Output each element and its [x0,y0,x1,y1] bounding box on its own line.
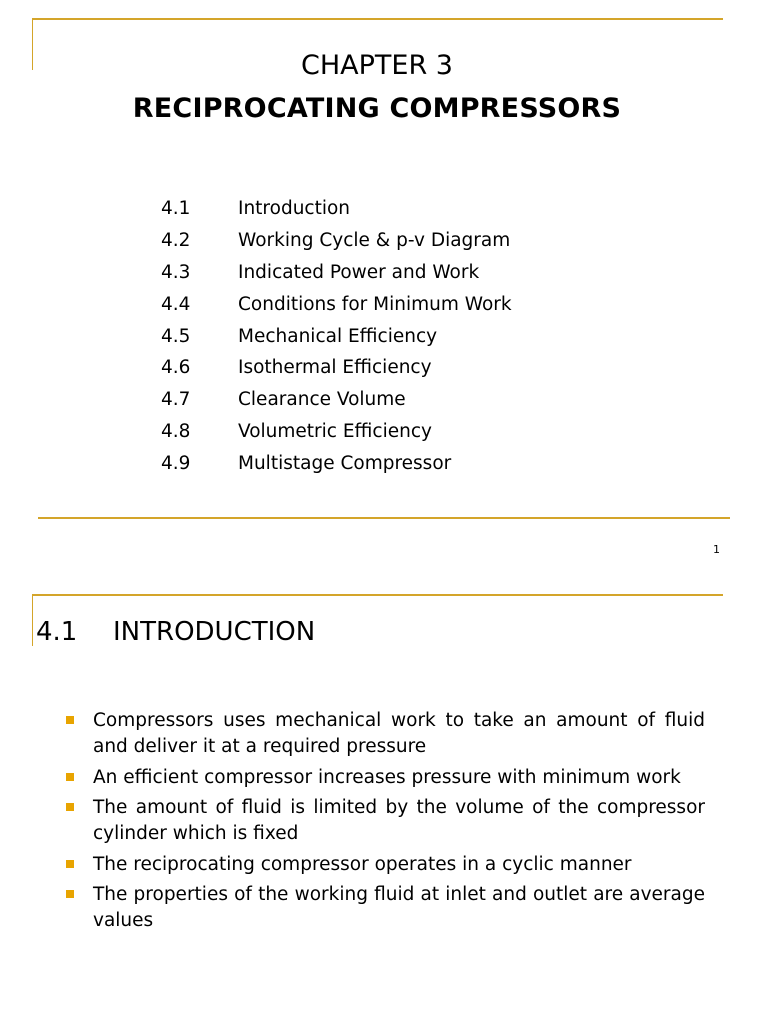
bullet-marker [66,890,74,898]
bullet-text: Compressors uses mechanical work to take an amount of fluid and deliver it at a required pressure [93,710,705,757]
toc-item [161,292,512,324]
bullet-text: An efficient compressor increases pressure with minimum work [93,766,681,788]
toc-item [161,196,512,228]
bullet-marker [66,803,74,811]
bullet-item [63,852,705,878]
bottom-rule [38,517,730,519]
section-top-rule [32,594,723,596]
toc-item [161,324,512,356]
bullet-item [63,708,705,760]
toc-item-number: 4.9 [161,453,191,475]
chapter-title: CHAPTER 3 [301,50,453,81]
bullet-list [63,708,705,939]
bullet-text: The properties of the working fluid at inlet and outlet are average values [93,884,705,932]
toc-item [161,419,512,451]
toc-item-title: Introduction [238,198,351,219]
toc-item-number: 4.7 [161,389,191,411]
toc-item [161,260,512,292]
toc-item-title: Volumetric Efficiency [238,421,432,443]
bullet-text: The amount of fluid is limited by the volume of the compressor cylinder which is fixed [93,797,705,845]
toc-item-title: Working Cycle & p-v Diagram [238,229,511,251]
toc-item-title: Mechanical Efficiency [238,325,438,347]
toc-item-number: 4.5 [161,325,191,347]
toc-item-number: 4.4 [161,293,191,315]
toc-item-title: Clearance Volume [238,389,406,411]
toc-item-number: 4.1 [161,198,191,219]
toc-item-number: 4.3 [161,261,191,283]
chapter-subtitle: RECIPROCATING COMPRESSORS [132,93,622,124]
bullet-item [63,765,705,791]
bullet-marker [66,716,74,724]
toc-item-title: Conditions for Minimum Work [238,293,512,315]
bullet-item [63,795,705,847]
page-number: 1 [713,543,720,556]
toc-item [161,451,512,483]
toc-item-title: Multistage Compressor [238,453,452,475]
toc-item-number: 4.8 [161,421,191,443]
section-heading [36,617,315,647]
top-rule [32,18,723,20]
bullet-text: The reciprocating compressor operates in a cyclic manner [93,853,632,875]
bullet-marker [66,773,74,781]
toc-item [161,228,512,260]
bullet-item [63,882,705,934]
toc-item [161,387,512,419]
toc-item-title: Indicated Power and Work [238,261,480,283]
toc-item [161,355,512,387]
toc-item-title: Isothermal Efficiency [238,357,432,379]
section-number: 4.1 [36,617,78,647]
table-of-contents [161,196,512,483]
section-title: INTRODUCTION [113,617,316,647]
toc-item-number: 4.2 [161,229,191,251]
bullet-marker [66,860,74,868]
section-left-rule [32,594,33,646]
toc-item-number: 4.6 [161,357,191,379]
